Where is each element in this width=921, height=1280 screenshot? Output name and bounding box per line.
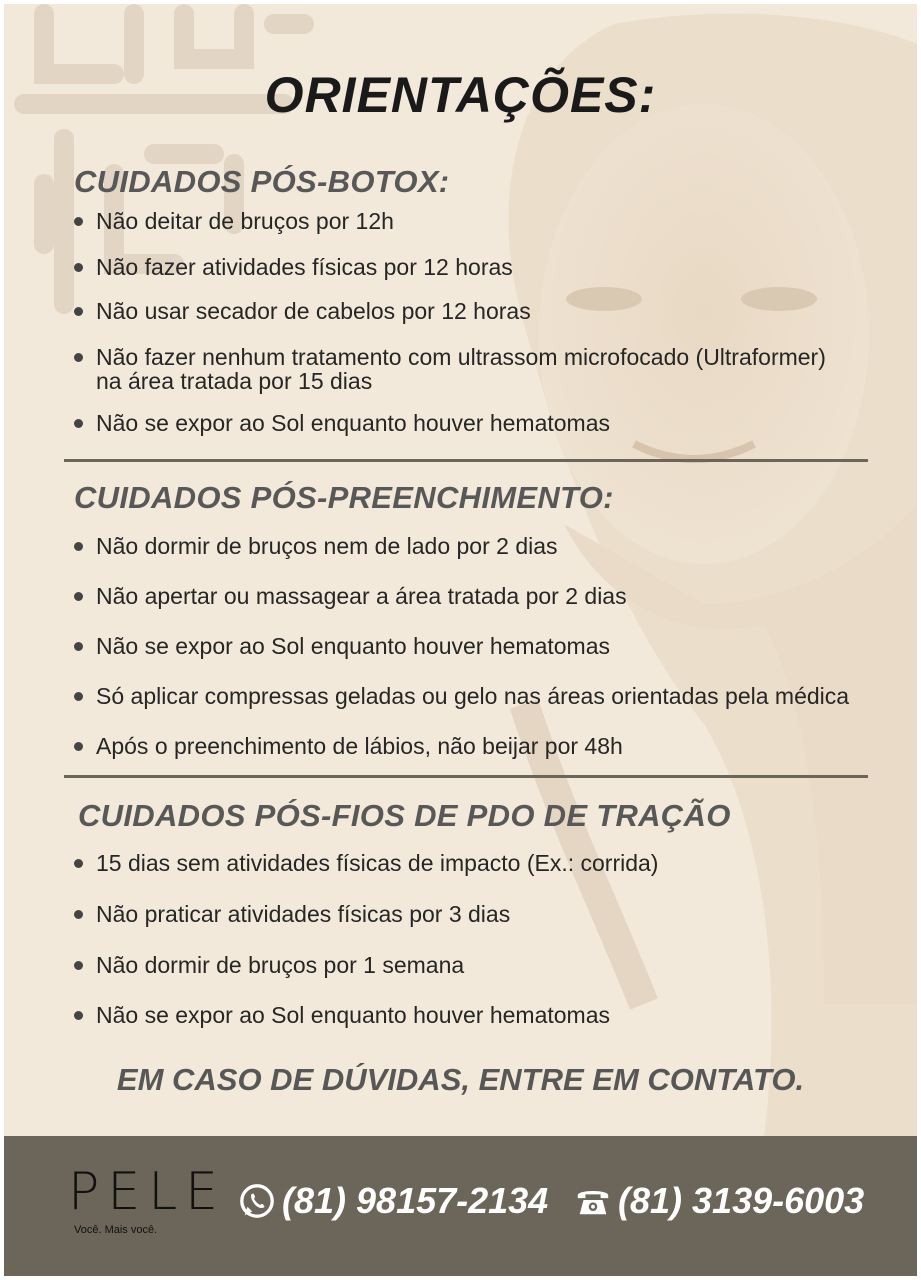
list-item: Não fazer atividades físicas por 12 horas <box>70 254 513 280</box>
phone-contact[interactable] <box>574 1180 864 1222</box>
list-item: Não fazer nenhum tratamento com ultrassom microfocado (Ultraformer) <box>70 344 826 370</box>
divider <box>64 459 868 462</box>
brand-logo <box>68 1162 227 1239</box>
logo-tagline: Você. Mais você. <box>74 1224 158 1236</box>
flyer <box>4 4 917 1276</box>
list-item: Não se expor ao Sol enquanto houver hematomas <box>70 410 610 436</box>
list-item: Após o preenchimento de lábios, não beijar por 48h <box>70 733 623 759</box>
section-heading-botox: CUIDADOS PÓS-BOTOX: <box>74 164 450 199</box>
whatsapp-contact[interactable] <box>238 1180 548 1222</box>
list-item: Não apertar ou massagear a área tratada por 2 dias <box>70 583 627 609</box>
list-item: 15 dias sem atividades físicas de impacto (Ex.: corrida) <box>70 850 658 876</box>
list-item: Não dormir de bruços por 1 semana <box>70 952 464 978</box>
phone-number: (81) 3139-6003 <box>618 1180 865 1221</box>
whatsapp-icon <box>238 1182 276 1220</box>
list-item: Não usar secador de cabelos por 12 horas <box>70 298 531 324</box>
footer-bar <box>4 1136 917 1276</box>
list-item: Não deitar de bruços por 12h <box>70 208 394 234</box>
list-item: Não se expor ao Sol enquanto houver hematomas <box>70 633 610 659</box>
section-heading-preenchimento: CUIDADOS PÓS-PREENCHIMENTO: <box>74 480 614 515</box>
whatsapp-number: (81) 98157-2134 <box>282 1180 549 1221</box>
list-item-continuation: na área tratada por 15 dias <box>96 368 373 394</box>
section-heading-fios-pdo: CUIDADOS PÓS-FIOS DE PDO DE TRAÇÃO <box>78 798 731 833</box>
divider <box>64 775 868 778</box>
contact-call-to-action: EM CASO DE DÚVIDAS, ENTRE EM CONTATO. <box>116 1062 805 1097</box>
list-item: Só aplicar compressas geladas ou gelo nas áreas orientadas pela médica <box>70 683 849 709</box>
list-item: Não praticar atividades físicas por 3 dias <box>70 901 510 927</box>
telephone-icon <box>574 1182 612 1220</box>
list-item: Não se expor ao Sol enquanto houver hematomas <box>70 1002 610 1028</box>
logo-wordmark: PELE <box>68 1162 227 1222</box>
page-title: ORIENTAÇÕES: <box>264 67 657 123</box>
list-item: Não dormir de bruços nem de lado por 2 dias <box>70 533 558 559</box>
